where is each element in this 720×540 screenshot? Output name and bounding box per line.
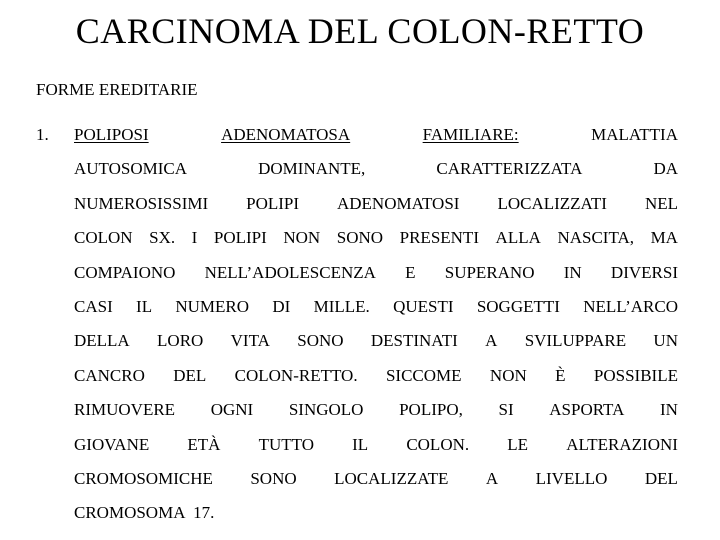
text-line [74, 296, 678, 330]
word: LOCALIZZATE [334, 468, 449, 488]
text-line [74, 468, 678, 502]
word: SOGGETTI [476, 296, 560, 316]
word: IL [352, 434, 369, 454]
word: A [485, 331, 498, 351]
word: NUMEROSISSIMI [74, 193, 209, 213]
word: ALTERAZIONI [566, 434, 678, 454]
word: NELL’ADOLESCENZA [204, 262, 376, 282]
word: CANCRO [74, 365, 145, 385]
word: DELLA [74, 331, 130, 351]
word: CASI [74, 296, 113, 316]
word: POLIPO, [399, 400, 463, 420]
section-heading: FORME EREDITARIE [36, 80, 198, 99]
text-line [74, 262, 678, 296]
word: POLIPOSI [74, 125, 149, 144]
word: CROMOSOMA [74, 503, 186, 523]
word: IL [136, 296, 153, 316]
word: COLON. [406, 434, 470, 454]
text-line [74, 434, 678, 468]
word: SONO [297, 331, 344, 351]
word: NON [283, 228, 321, 248]
word: QUESTI [393, 296, 454, 316]
text-line [74, 399, 678, 433]
word: POLIPI [246, 193, 300, 213]
word: DEL [173, 365, 207, 385]
word: MALATTIA [591, 125, 678, 144]
word: DOMINANTE, [258, 159, 366, 179]
word: IN [563, 262, 582, 282]
word: NON [489, 365, 527, 385]
text-line [74, 330, 678, 364]
word: È [555, 365, 566, 385]
word: NUMERO [175, 296, 250, 316]
word: CARATTERIZZATA [436, 159, 583, 179]
word: COLON [74, 228, 133, 248]
text-line [74, 124, 678, 158]
word: ETÀ [187, 434, 221, 454]
word: POSSIBILE [593, 365, 678, 385]
word: VITA [230, 331, 270, 351]
word: DIVERSI [610, 262, 678, 282]
word: RIMUOVERE [74, 400, 176, 420]
word: ADENOMATOSA [221, 125, 351, 144]
list-item-number: 1. [36, 125, 49, 144]
word: TUTTO [258, 434, 314, 454]
word: SICCOME [385, 365, 462, 385]
word: SVILUPPARE [524, 331, 627, 351]
word: PRESENTI [399, 228, 479, 248]
word: MILLE. [313, 296, 370, 316]
text-line [74, 365, 678, 399]
text-line [74, 158, 678, 192]
word: SINGOLO [288, 400, 364, 420]
word: SUPERANO [444, 262, 535, 282]
word: 17. [193, 503, 215, 523]
word: A [485, 468, 499, 488]
word: IN [660, 400, 678, 420]
word: I [191, 228, 198, 248]
word: OGNI [210, 400, 254, 420]
word: MA [650, 228, 678, 248]
word: POLIPI [213, 228, 267, 248]
word: DI [272, 296, 291, 316]
word: ASPORTA [549, 400, 625, 420]
word: SX. [149, 228, 176, 248]
text-line [74, 193, 678, 227]
word: LIVELLO [535, 468, 608, 488]
word: DA [653, 159, 678, 179]
word: AUTOSOMICA [74, 159, 188, 179]
word: CROMOSOMICHE [74, 468, 213, 488]
word: NASCITA, [557, 228, 634, 248]
text-line [74, 227, 678, 261]
word: DEL [644, 468, 678, 488]
word: GIOVANE [74, 434, 150, 454]
word: LORO [157, 331, 204, 351]
word: E [405, 262, 416, 282]
word: LE [507, 434, 529, 454]
list-item-body [74, 124, 678, 537]
word: DESTINATI [370, 331, 458, 351]
slide-title: CARCINOMA DEL COLON-RETTO [75, 11, 645, 51]
word: NELL’ARCO [583, 296, 678, 316]
word: COLON-RETTO. [234, 365, 358, 385]
word: COMPAIONO [74, 262, 176, 282]
word: UN [653, 331, 678, 351]
word: SI [498, 400, 514, 420]
word: SONO [336, 228, 384, 248]
text-line [74, 502, 678, 536]
word: ALLA [495, 228, 541, 248]
word: LOCALIZZATI [497, 193, 607, 213]
word: NEL [644, 193, 678, 213]
word: SONO [250, 468, 297, 488]
word: FAMILIARE: [422, 125, 519, 144]
word: ADENOMATOSI [336, 193, 460, 213]
